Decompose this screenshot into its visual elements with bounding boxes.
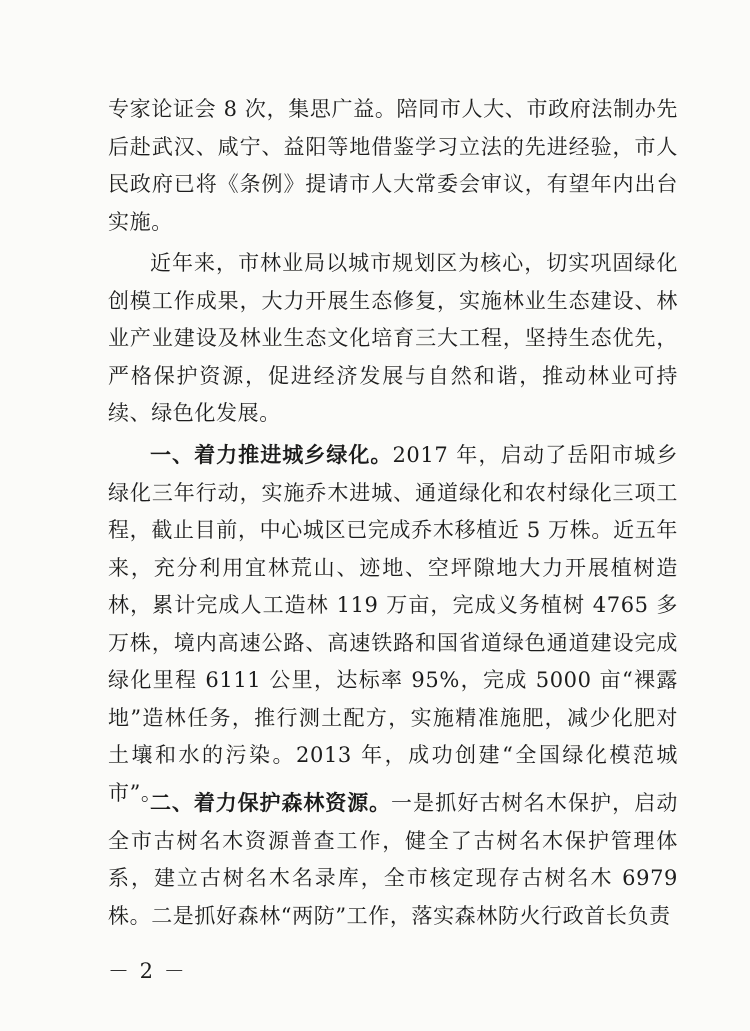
paragraph-text: 一是抓好古树名木保护，启动全市古树名木资源普查工作，健全了古树名木保护管理体系，建立古树名木名录库，全市核定现存古树名木 6979 株。二是抓好森林“两防”工作，落实森林防火行政首长负责 — [108, 791, 678, 928]
paragraph-text: 专家论证会 8 次，集思广益。陪同市人大、市政府法制办先后赴武汉、咸宁、益阳等地借鉴学习立法的先进经验，市人民政府已将《条例》提请市人大常委会审议，有望年内出台实施。 — [108, 97, 678, 234]
paragraph-section-1 — [108, 437, 678, 812]
paragraph-intro — [108, 245, 678, 433]
paragraph-text: 2017 年，启动了岳阳市城乡绿化三年行动，实施乔木进城、通道绿化和农村绿化三项工程，截止目前，中心城区已完成乔木移植近 5 万株。近五年来，充分利用宜林荒山、迹地、空坪隙地大力开展植树造林，累计完成人工造林 119 万亩，完成义务植树 4765 多万株，境内高速公路、高速铁路和国省道绿色通道建设完成绿化里程 6111 公里，达标率 95%，完成 5000 亩“裸露地”造林任务，推行测土配方，实施精准施肥，减少化肥对土壤和水的污染。2013 年，成功创建“全国绿化模范城市”。 — [108, 443, 679, 805]
paragraph-text: 近年来，市林业局以城市规划区为核心，切实巩固绿化创模工作成果，大力开展生态修复，实施林业生态建设、林业产业建设及林业生态文化培育三大工程，坚持生态优先，严格保护资源，促进经济发展与自然和谐，推动林业可持续、绿色化发展。 — [108, 251, 678, 425]
paragraph-section-2 — [108, 785, 678, 935]
paragraph-continuation — [108, 91, 678, 241]
section-heading: 二、着力保护森林资源。 — [150, 791, 392, 815]
section-heading: 一、着力推进城乡绿化。 — [150, 443, 393, 467]
page-number: － 2 － — [108, 959, 187, 983]
